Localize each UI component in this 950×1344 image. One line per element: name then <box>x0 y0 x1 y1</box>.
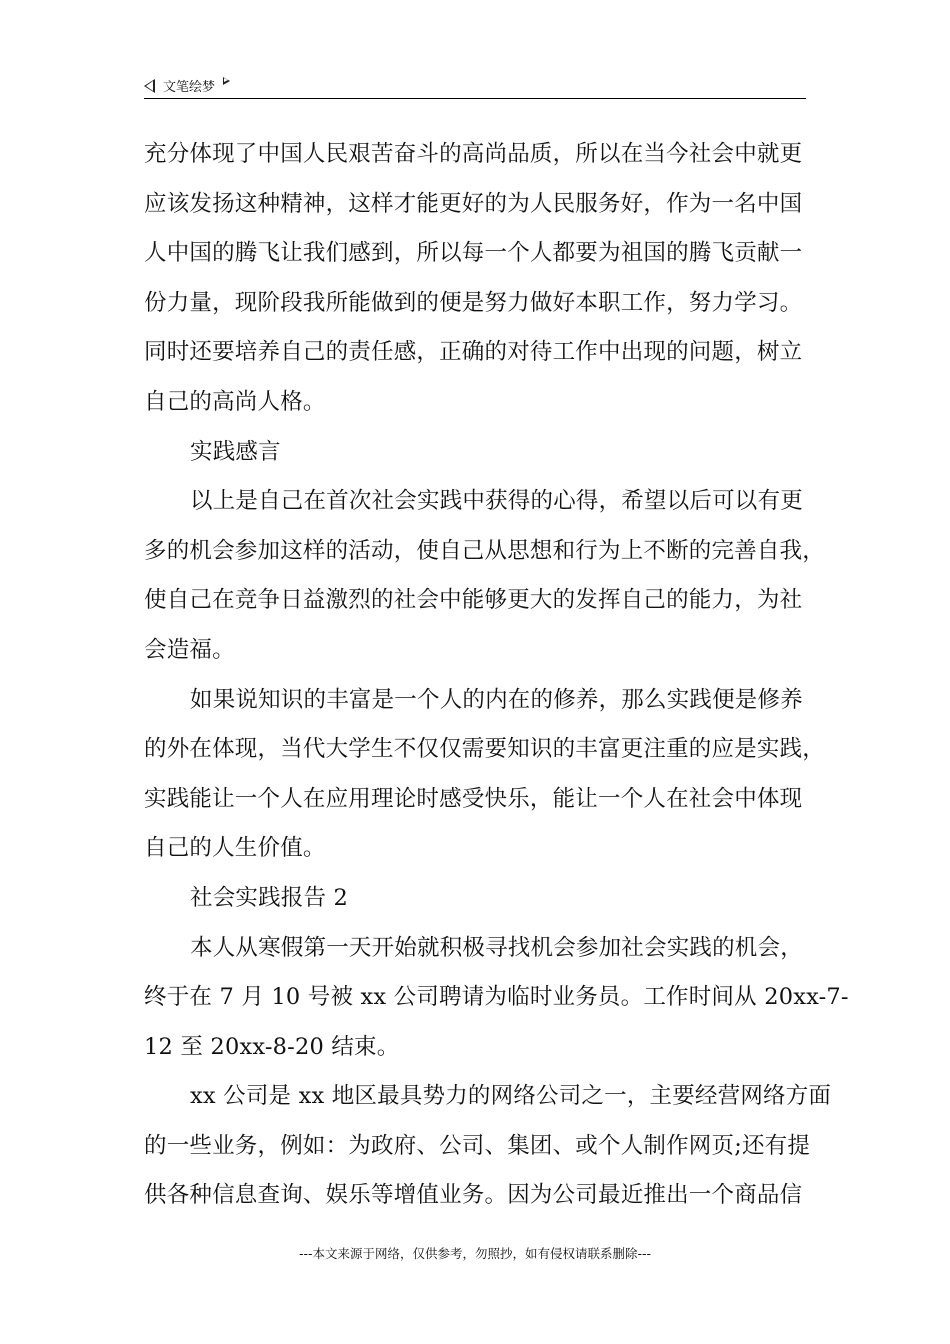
text-line: 如果说知识的丰富是一个人的内在的修养，那么实践便是修养 <box>190 686 803 713</box>
text-line: 社会实践报告 2 <box>190 884 349 911</box>
text-line: 自己的人生价值。 <box>144 835 326 862</box>
text-line: 人中国的腾飞让我们感到，所以每一个人都要为祖国的腾飞贡献一 <box>144 240 803 267</box>
text-line: 多的机会参加这样的活动，使自己从思想和行为上不断的完善自我， <box>144 537 826 564</box>
text-line: 会造福。 <box>144 636 235 663</box>
document-body <box>144 130 849 1221</box>
text-line: 的外在体现，当代大学生不仅仅需要知识的丰富更注重的应是实践， <box>144 736 826 763</box>
text-line: 使自己在竞争日益激烈的社会中能够更大的发挥自己的能力，为社 <box>144 587 803 614</box>
right-triangle-icon <box>223 77 230 85</box>
header-brand <box>144 76 230 95</box>
text-line: 供各种信息查询、娱乐等增值业务。因为公司最近推出一个商品信 <box>144 1182 803 1209</box>
text-line: 实践能让一个人在应用理论时感受快乐，能让一个人在社会中体现 <box>144 785 803 812</box>
text-line: 本人从寒假第一天开始就积极寻找机会参加社会实践的机会， <box>190 934 803 961</box>
text-line: 12 至 20xx-8-20 结束。 <box>144 1033 400 1060</box>
text-line: 的一些业务，例如：为政府、公司、集团、或个人制作网页;还有提 <box>144 1132 811 1159</box>
text-line: 自己的高尚人格。 <box>144 388 326 415</box>
header-brand-label: 文笔绘梦 <box>163 80 216 95</box>
text-line: xx 公司是 xx 地区最具势力的网络公司之一，主要经营网络方面 <box>190 1083 832 1110</box>
page-header <box>144 72 806 99</box>
page-footer: ---本文来源于网络，仅供参考，勿照抄，如有侵权请联系删除--- <box>298 1246 652 1261</box>
left-triangle-icon <box>144 79 155 93</box>
text-line: 份力量，现阶段我所能做到的便是努力做好本职工作，努力学习。 <box>144 289 803 316</box>
text-line: 同时还要培养自己的责任感，正确的对待工作中出现的问题，树立 <box>144 339 803 366</box>
text-line: 以上是自己在首次社会实践中获得的心得，希望以后可以有更 <box>190 488 803 515</box>
text-line: 应该发扬这种精神，这样才能更好的为人民服务好，作为一名中国 <box>144 190 803 217</box>
text-line: 终于在 7 月 10 号被 xx 公司聘请为临时业务员。工作时间从 20xx-7- <box>144 984 849 1011</box>
text-line: 充分体现了中国人民艰苦奋斗的高尚品质，所以在当今社会中就更 <box>144 141 803 167</box>
text-line: 实践感言 <box>190 438 281 465</box>
